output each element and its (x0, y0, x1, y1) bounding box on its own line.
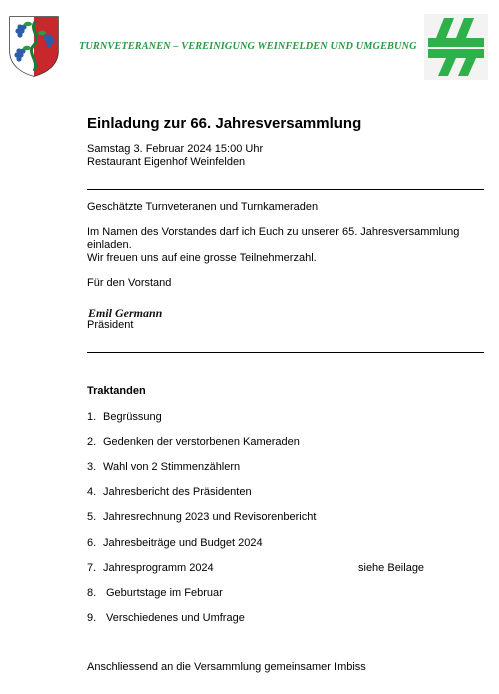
agenda-item: 3. Wahl von 2 Stimmenzählern (87, 461, 241, 473)
divider-top (87, 189, 484, 190)
agenda-item: 6. Jahresbeiträge und Budget 2024 (87, 537, 263, 549)
event-venue: Restaurant Eigenhof Weinfelden (87, 156, 246, 168)
agenda-item: 7. Jahresprogramm 2024 (87, 562, 214, 574)
invitation-title: Einladung zur 66. Jahresversammlung (87, 115, 362, 132)
agenda-item: 4. Jahresbericht des Präsidenten (87, 486, 252, 498)
agenda-heading: Traktanden (87, 385, 146, 397)
turnveteranen-logo-icon (424, 14, 488, 80)
agenda-item: 8. Geburtstage im Februar (87, 587, 223, 599)
letter-body-line-3: Wir freuen uns auf eine grosse Teilnehmerzahl. (87, 252, 317, 264)
agenda-item-7-note: siehe Beilage (358, 562, 425, 574)
weinfelden-crest-icon (8, 15, 60, 77)
footer-note: Anschliessend an die Versammlung gemeinsamer Imbiss (87, 661, 366, 673)
agenda-item: 1. Begrüssung (87, 411, 162, 423)
signature-text: Emil Germann (88, 306, 162, 320)
agenda-item: 5. Jahresrechnung 2023 und Revisorenbericht (87, 511, 317, 523)
letter-body-line-2: einladen. (87, 239, 132, 251)
agenda-item: 2. Gedenken der verstorbenen Kameraden (87, 436, 300, 448)
divider-bottom (87, 352, 484, 353)
letter-greeting: Geschätzte Turnveteranen und Turnkameraden (87, 201, 319, 213)
letter-closing: Für den Vorstand (87, 277, 172, 289)
event-date: Samstag 3. Februar 2024 15:00 Uhr (87, 143, 264, 155)
letter-body-line-1: Im Namen des Vorstandes darf ich Euch zu unserer 65. Jahresversammlung (87, 226, 460, 238)
signer-role: Präsident (87, 319, 134, 331)
agenda-item: 9. Verschiedenes und Umfrage (87, 612, 245, 624)
organization-name: TURNVETERANEN – VEREINIGUNG WEINFELDEN UND UMGEBUNG (79, 41, 417, 52)
